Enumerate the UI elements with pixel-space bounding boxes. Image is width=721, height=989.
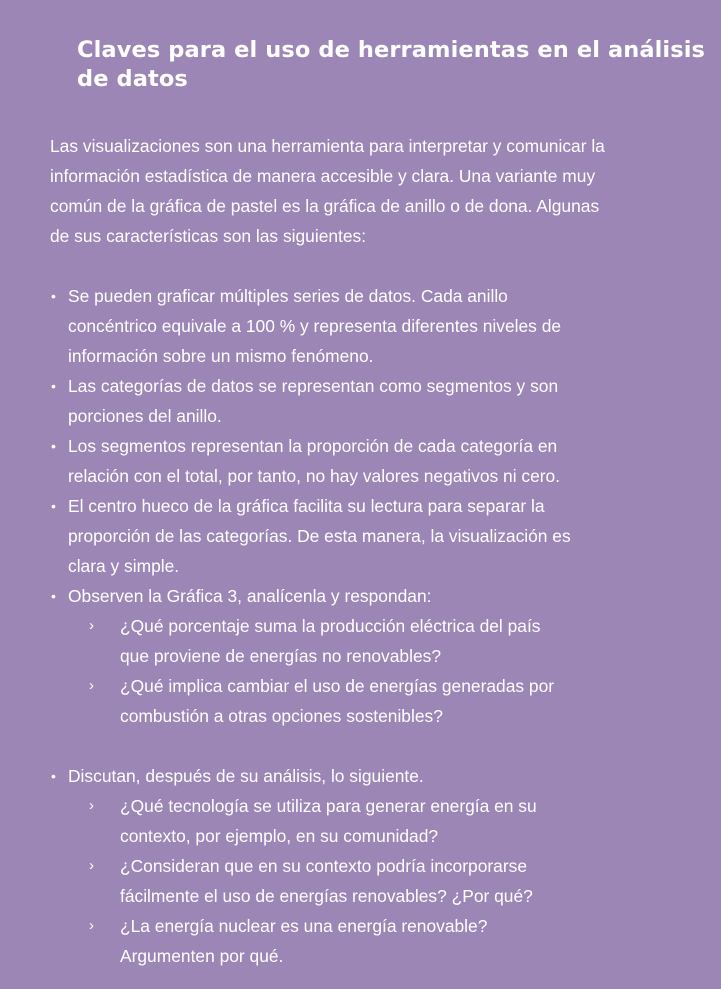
question-item: [68, 791, 690, 851]
list-item-line: clara y simple.: [68, 556, 180, 576]
intro-line: información estadística de manera accesible y clara. Una variante muy: [50, 166, 596, 186]
section-title: [77, 36, 706, 94]
characteristics-list: [50, 281, 690, 971]
list-item-line: proporción de las categorías. De esta manera, la visualización es: [68, 526, 571, 546]
chevron-right-icon: ›: [89, 617, 94, 634]
title-line: de datos: [77, 66, 188, 92]
chevron-right-icon: ›: [89, 677, 94, 694]
list-item-line: información sobre un mismo fenómeno.: [68, 346, 374, 366]
question-line: ¿Consideran que en su contexto podría incorporarse: [120, 856, 527, 876]
title-line: Claves para el uso de herramientas en el análisis: [77, 37, 706, 63]
list-item-line: Observen la Gráfica 3, analícenla y respondan:: [68, 586, 432, 606]
bullet-icon: •: [51, 438, 56, 454]
question-item: [68, 851, 690, 911]
question-line: que proviene de energías no renovables?: [120, 646, 441, 666]
question-line: ¿Qué porcentaje suma la producción eléctrica del país: [120, 616, 541, 636]
chevron-right-icon: ›: [89, 917, 94, 934]
list-item: [50, 371, 690, 431]
list-item-line: Los segmentos representan la proporción de cada categoría en: [68, 436, 558, 456]
bullet-icon: •: [51, 588, 56, 604]
question-line: ¿La energía nuclear es una energía renovable?: [120, 916, 488, 936]
question-list: [68, 611, 690, 731]
list-item-line: Se pueden graficar múltiples series de datos. Cada anillo: [68, 286, 508, 306]
question-item: [68, 671, 690, 731]
list-item-discuss: [50, 761, 690, 971]
bullet-icon: •: [51, 378, 56, 394]
question-line: combustión a otras opciones sostenibles?: [120, 706, 443, 726]
question-line: contexto, por ejemplo, en su comunidad?: [120, 826, 439, 846]
question-line: ¿Qué implica cambiar el uso de energías generadas por: [120, 676, 555, 696]
question-item: [68, 611, 690, 671]
list-item-line: Las categorías de datos se representan como segmentos y son: [68, 376, 559, 396]
intro-paragraph: [50, 131, 690, 251]
list-item: [50, 281, 690, 371]
list-item-line: concéntrico equivale a 100 % y representa diferentes niveles de: [68, 316, 562, 336]
list-item-line: relación con el total, por tanto, no hay valores negativos ni cero.: [68, 466, 561, 486]
list-item-observe-chart: [50, 581, 690, 731]
list-item-line: porciones del anillo.: [68, 406, 222, 426]
bullet-icon: •: [51, 498, 56, 514]
bullet-icon: •: [51, 288, 56, 304]
question-line: Argumenten por qué.: [120, 946, 284, 966]
chevron-right-icon: ›: [89, 857, 94, 874]
list-item: [50, 491, 690, 581]
intro-line: común de la gráfica de pastel es la gráfica de anillo o de dona. Algunas: [50, 196, 600, 216]
question-list: [68, 791, 690, 971]
intro-line: Las visualizaciones son una herramienta para interpretar y comunicar la: [50, 136, 605, 156]
list-item: [50, 431, 690, 491]
bullet-icon: •: [51, 768, 56, 784]
question-item: [68, 911, 690, 971]
intro-line: de sus características son las siguientes:: [50, 226, 367, 246]
list-item-line: El centro hueco de la gráfica facilita su lectura para separar la: [68, 496, 545, 516]
question-line: ¿Qué tecnología se utiliza para generar energía en su: [120, 796, 537, 816]
chevron-right-icon: ›: [89, 797, 94, 814]
question-line: fácilmente el uso de energías renovables? ¿Por qué?: [120, 886, 533, 906]
list-item-line: Discutan, después de su análisis, lo siguiente.: [68, 766, 424, 786]
